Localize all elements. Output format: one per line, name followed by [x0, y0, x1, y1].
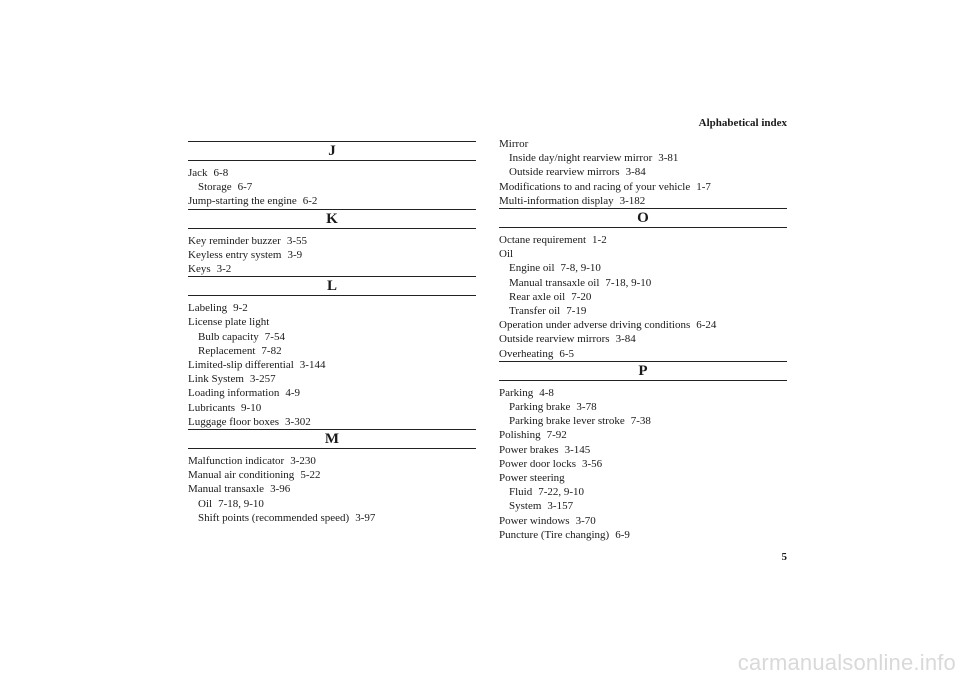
index-entry — [499, 471, 787, 485]
index-entry — [188, 315, 476, 329]
index-entry — [499, 233, 787, 247]
entry-page-ref: 3-96 — [270, 483, 291, 496]
index-entry — [188, 482, 476, 496]
index-subentry — [188, 330, 476, 344]
entry-page-ref: 3-84 — [625, 166, 646, 179]
section-letter-heading: P — [499, 361, 787, 381]
index-entry — [188, 415, 476, 429]
entry-text: Outside rearview mirrors — [509, 166, 620, 179]
entry-text: Shift points (recommended speed) — [198, 511, 350, 524]
entry-page-ref: 3-302 — [285, 415, 311, 428]
entry-page-ref: 1-7 — [696, 180, 711, 193]
entry-text: Jump-starting the engine — [188, 195, 297, 208]
entry-page-ref: 3-56 — [582, 457, 603, 470]
entry-page-ref: 6-7 — [237, 181, 253, 194]
index-entry — [188, 301, 476, 315]
entry-text: Limited-slip differential — [188, 359, 294, 372]
entry-page-ref: 7-54 — [264, 330, 285, 343]
entry-page-ref: 9-10 — [241, 401, 262, 414]
index-entry — [499, 194, 787, 208]
page-header-title: Alphabetical index — [698, 117, 787, 129]
entry-text: Outside rearview mirrors — [499, 333, 610, 346]
entry-text: Rear axle oil — [509, 290, 566, 303]
index-subentry — [499, 485, 787, 499]
entry-text: Power steering — [499, 472, 565, 485]
entry-page-ref: 3-230 — [290, 455, 316, 468]
entry-text: Octane requirement — [499, 234, 587, 247]
entry-text: Multi-information display — [499, 194, 614, 207]
entry-page-ref: 7-8, 9-10 — [560, 262, 601, 275]
entry-page-ref: 1-2 — [592, 234, 607, 247]
watermark: carmanualsonline.info — [737, 650, 956, 675]
index-entry — [499, 457, 787, 471]
entry-page-ref: 6-5 — [559, 347, 575, 360]
section-letter-heading: O — [499, 208, 787, 228]
index-entry — [499, 137, 787, 151]
entry-page-ref: 3-70 — [575, 514, 596, 527]
entry-text: Key reminder buzzer — [188, 234, 281, 247]
entry-text: Keyless entry system — [188, 248, 282, 261]
entry-page-ref: 7-82 — [261, 344, 282, 357]
index-subentry — [499, 499, 787, 513]
index-entry — [499, 528, 787, 542]
index-subentry — [188, 180, 476, 194]
index-entry — [499, 332, 787, 346]
index-subentry — [499, 165, 787, 179]
index-entry — [188, 386, 476, 400]
entry-page-ref: 3-157 — [547, 500, 574, 513]
entry-text: Mirror — [499, 138, 529, 150]
entry-page-ref: 6-9 — [615, 528, 630, 541]
entry-text: Manual transaxle oil — [509, 276, 600, 289]
index-entry — [499, 428, 787, 442]
entry-text: Replacement — [198, 344, 256, 357]
index-entry — [499, 347, 787, 361]
entry-page-ref: 3-182 — [619, 194, 646, 207]
entry-text: Overheating — [499, 347, 554, 360]
index-entry — [499, 180, 787, 194]
entry-page-ref: 6-8 — [213, 167, 229, 179]
index-entry — [188, 454, 476, 468]
section-letter-heading: M — [188, 429, 476, 449]
entry-text: Power brakes — [499, 443, 559, 456]
entry-text: Power windows — [499, 514, 570, 527]
entry-page-ref: 3-97 — [355, 511, 376, 524]
entry-text: Transfer oil — [509, 305, 561, 318]
entry-text: Operation under adverse driving conditions — [499, 319, 691, 332]
entry-text: Polishing — [499, 429, 541, 442]
index-subentry — [499, 276, 787, 290]
index-subentry — [499, 400, 787, 414]
entry-text: Link System — [188, 373, 244, 386]
entry-text: Jack — [188, 167, 208, 179]
index-entry — [499, 514, 787, 528]
entry-page-ref: 6-2 — [302, 195, 318, 208]
entry-page-ref: 7-22, 9-10 — [538, 486, 585, 499]
entry-text: Loading information — [188, 387, 280, 400]
page-number: 5 — [781, 551, 787, 563]
index-column-left — [188, 141, 476, 525]
index-entry — [188, 234, 476, 248]
index-entry — [188, 248, 476, 262]
index-entry — [499, 318, 787, 332]
entry-page-ref: 3-9 — [287, 248, 303, 261]
entry-page-ref: 3-84 — [615, 333, 636, 346]
index-entry — [188, 358, 476, 372]
index-subentry — [188, 344, 476, 358]
index-subentry — [499, 290, 787, 304]
index-entry — [499, 247, 787, 261]
index-subentry — [499, 304, 787, 318]
section-letter-heading: K — [188, 209, 476, 229]
entry-page-ref: 7-18, 9-10 — [605, 276, 652, 289]
entry-page-ref: 3-81 — [658, 152, 679, 165]
index-entry — [188, 166, 476, 180]
entry-page-ref: 3-257 — [249, 373, 276, 386]
entry-text: Parking brake lever stroke — [509, 415, 625, 428]
section-letter-heading: L — [188, 276, 476, 296]
entry-text: System — [509, 500, 542, 513]
entry-page-ref: 5-22 — [300, 469, 321, 482]
index-subentry — [188, 497, 476, 511]
index-column-right — [499, 137, 787, 542]
entry-page-ref: 3-55 — [286, 234, 308, 247]
entry-text: Manual air conditioning — [188, 469, 295, 482]
entry-text: Inside day/night rearview mirror — [509, 152, 653, 165]
entry-page-ref: 4-9 — [285, 387, 301, 400]
index-entry — [188, 194, 476, 208]
entry-text: Luggage floor boxes — [188, 415, 280, 428]
entry-text: Labeling — [188, 302, 228, 315]
entry-text: Oil — [499, 248, 514, 261]
index-subentry — [188, 511, 476, 525]
index-subentry — [499, 414, 787, 428]
entry-text: Parking brake — [509, 401, 571, 414]
entry-text: Puncture (Tire changing) — [499, 528, 610, 541]
entry-page-ref: 3-145 — [564, 443, 591, 456]
entry-page-ref: 3-78 — [576, 401, 597, 414]
entry-text: Manual transaxle — [188, 483, 265, 496]
section-letter-heading: J — [188, 141, 476, 161]
entry-text: Keys — [188, 263, 211, 276]
entry-page-ref: 9-2 — [233, 302, 248, 315]
entry-page-ref: 7-92 — [546, 429, 567, 442]
entry-text: Power door locks — [499, 457, 576, 470]
index-entry — [188, 372, 476, 386]
entry-text: Storage — [198, 181, 232, 194]
entry-page-ref: 3-2 — [216, 263, 232, 276]
entry-text: Fluid — [509, 486, 533, 499]
index-entry — [499, 386, 787, 400]
index-subentry — [499, 261, 787, 275]
entry-page-ref: 7-19 — [566, 305, 587, 318]
entry-text: License plate light — [188, 316, 270, 329]
index-entry — [188, 401, 476, 415]
entry-page-ref: 7-38 — [630, 415, 651, 428]
entry-text: Parking — [499, 386, 534, 399]
index-entry — [188, 468, 476, 482]
entry-text: Modifications to and racing of your vehicle — [499, 180, 691, 193]
entry-text: Malfunction indicator — [188, 455, 285, 468]
entry-text: Oil — [198, 497, 213, 510]
entry-page-ref: 4-8 — [539, 386, 554, 399]
entry-page-ref: 6-24 — [696, 319, 717, 332]
entry-page-ref: 3-144 — [299, 359, 326, 372]
index-entry — [188, 262, 476, 276]
entry-text: Bulb capacity — [198, 330, 259, 343]
entry-text: Engine oil — [509, 262, 555, 275]
index-entry — [499, 443, 787, 457]
entry-page-ref: 7-20 — [571, 290, 592, 303]
index-subentry — [499, 151, 787, 165]
entry-page-ref: 7-18, 9-10 — [218, 497, 264, 510]
entry-text: Lubricants — [188, 401, 236, 414]
